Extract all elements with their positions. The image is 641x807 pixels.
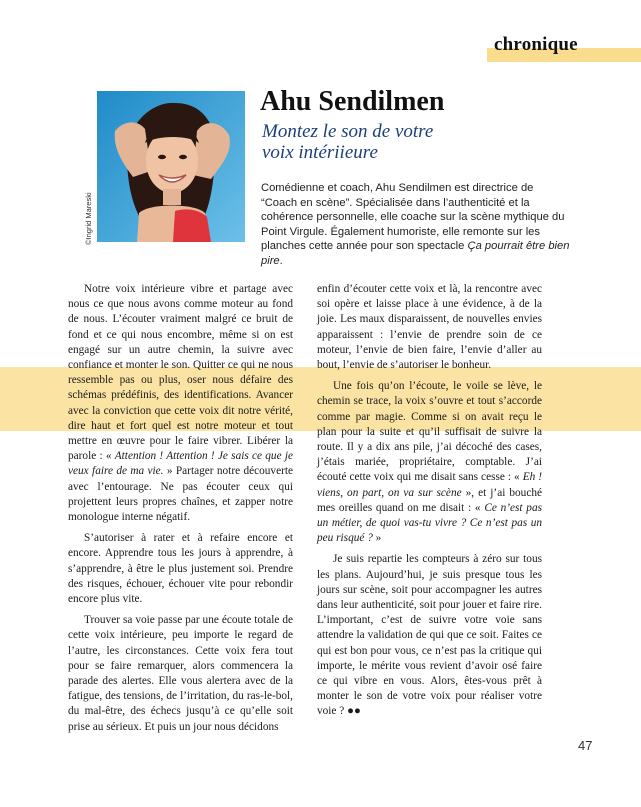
paragraph-1-text: Notre voix intérieure vibre et partage avec nous ce que nous avons comme moteur au fond de nous. L’écouter vraiment malgré ce bruit de fond et ce qui nous encombre, même si on est engagé sur un autre chemin, la suivre avec confiance et monter le son. Quitter ce qui ne nous ressemble pas ou plus, oser nous défaire des schémas prédéfinis, des identifications. Avancer avec la conviction que cette voix dit notre vérité, dire haut et fort quel est notre moteur et tout mettre en œuvre pour le faire vibrer. Libérer la parole : « bbox=[68, 283, 293, 463]
intro-end: . bbox=[279, 254, 283, 267]
page-number: 47 bbox=[578, 738, 593, 753]
column-right bbox=[317, 282, 542, 726]
paragraph-5-quote-1: Eh ! viens, on part, on va sur scène bbox=[317, 471, 542, 499]
paragraph-3: Trouver sa voie passe par une écoute totale de cette voix intérieure, peu importe le regard de l’autre, les circonstances. Cette voix fera tout pour se faire remarquer, alors commencera la parade des alertes. Elle vous alertera avec de la fatigue, des tensions, de l’irritation, du ras-le-bol, du mal-être, des échecs jusqu’à ce qu’elle soit prise au sérieux. Et puis un jour nous décidons bbox=[68, 614, 293, 733]
paragraph-5 bbox=[317, 379, 542, 546]
intro-paragraph bbox=[261, 181, 571, 268]
paragraph-1 bbox=[68, 282, 293, 525]
intro-text: Comédienne et coach, Ahu Sendilmen est directrice de “Coach en scène”. Spécialisée dans l’authenticité et la cohérence personnelle, elle coache sur la scène mythique du Point Virgule. Également humoriste, elle remonte sur les planches cette année pour son spectacle bbox=[261, 182, 565, 252]
photo-credit: ©Ingrid Mareski bbox=[84, 192, 93, 245]
paragraph-6-text: Je suis repartie les compteurs à zéro sur tous les plans. Aujourd’hui, je suis presque tous les jours sur scène, soit pour accompagner les autres dans leur authenticité, soit pour jouer et faire rire. L’important, c’est de suivre votre voie sans attendre la validation de qui que ce soit. Faites ce qui est bon pour vous, ce n’est pas la critique qui importe, le mérite vous revient d’avoir osé faire ce qui vibre en vous. Alors, êtes-vous prêt à monter le son de votre voix pour réaliser votre voie ? bbox=[317, 553, 542, 718]
paragraph-5-text: Une fois qu’on l’écoute, le voile se lève, le chemin se trace, la voix s’ouvre et tout s’accorde comme par magie. Comme si on avait reçu le plan pour la suite et qu’il suffisait de suivre la route. Il y a dix ans pile, j’ai décoché des cases, j’étais mariée, propriétaire, comptable. J’ai écouté cette voix qui me disait sans cesse : « bbox=[317, 380, 542, 484]
paragraph-6 bbox=[317, 552, 542, 719]
show-title: Ça pourrait être bien pire bbox=[261, 240, 570, 267]
title-line-1: Montez le son de votre bbox=[262, 121, 434, 142]
author-photo bbox=[97, 91, 245, 242]
paragraph-5-quote-2: Ce n’est pas un métier, de quoi vas-tu vivre ? Ce n’est pas un peu risqué ? bbox=[317, 501, 542, 545]
paragraph-5-text-end: » bbox=[372, 532, 382, 545]
column-left bbox=[68, 282, 293, 741]
paragraph-1-quote: Attention ! Attention ! Je sais ce que je veux faire de ma vie. bbox=[68, 450, 293, 478]
author-name: Ahu Sendilmen bbox=[260, 86, 445, 117]
paragraph-2: S’autoriser à rater et à refaire encore et encore. Apprendre tous les jours à apprendre, à s’apprendre, à être le plus justement soi. Prendre des risques, échouer, échouer vite pour rebondir encore plus vite. bbox=[68, 532, 293, 606]
paragraph-1-text-end: » Partager notre découverte avec l’entourage. Ne pas écouter ceux qui projettent leurs propres chaînes, et zapper notre monologue interne négatif. bbox=[68, 465, 293, 524]
article-title bbox=[262, 121, 492, 163]
paragraph-5-text-mid: », et j’ai bouché mes oreilles quand on me disait : « bbox=[317, 486, 542, 514]
title-line-2: voix intériieure bbox=[262, 142, 378, 163]
section-label: chronique bbox=[494, 34, 578, 55]
end-mark: ●● bbox=[347, 705, 361, 718]
paragraph-4: enfin d’écouter cette voix et là, la rencontre avec soi opère et laisse place à une évidence, à de la joie. Les maux disparaissent, de nouvelles envies apparaissent : l’envie de prendre soin de ce moteur, l’envie de bien faire, l’envie d’aller au bout, l’envie de s’autoriser le bonheur. bbox=[317, 283, 542, 372]
